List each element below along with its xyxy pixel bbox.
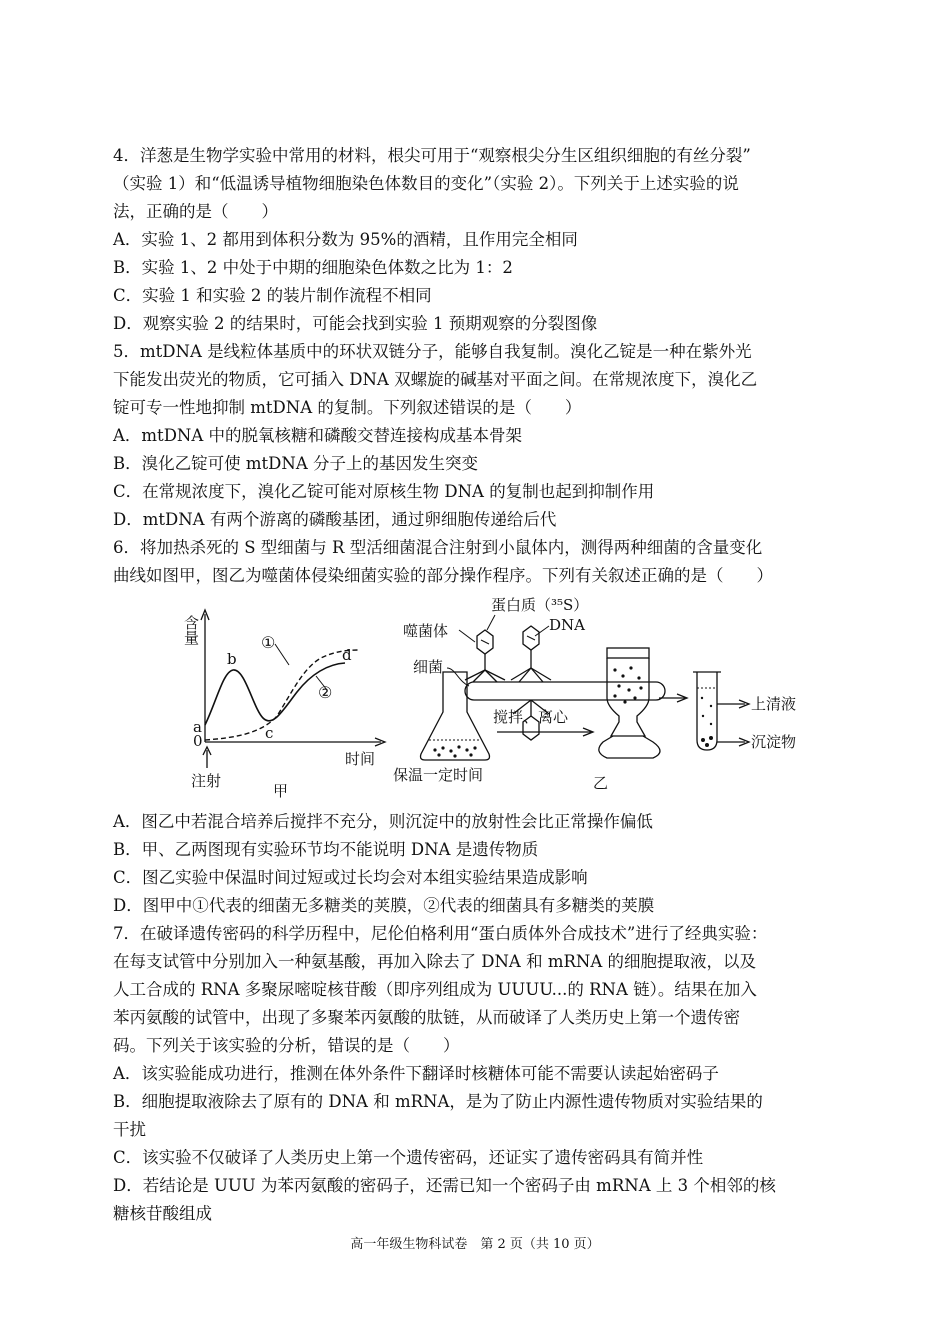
blender-lid	[607, 648, 649, 658]
flask-shape	[421, 672, 490, 760]
figure-yi	[421, 615, 750, 760]
particle	[453, 754, 456, 757]
test-tube	[697, 672, 717, 750]
question-stem-line: 下能发出荧光的物质，它可插入 DNA 双螺旋的碱基对平面之间。在常规浓度下，溴化乙	[113, 370, 758, 389]
particle	[617, 684, 620, 687]
particle	[441, 746, 444, 749]
phage-2-leg	[531, 668, 543, 682]
particle	[469, 753, 472, 756]
option-d: D．mtDNA 有两个游离的磷酸基团，通过卵细胞传递给后代	[113, 510, 557, 529]
blender-base	[599, 736, 660, 758]
phage-leader	[459, 630, 475, 642]
point-b-label: b	[227, 650, 237, 668]
particle	[437, 753, 440, 756]
phage-1-leg	[465, 670, 485, 680]
curve-1-leader	[275, 644, 289, 665]
option-b-continued: 干扰	[113, 1120, 146, 1139]
question-stem-line: 锭可专一性地抑制 mtDNA 的复制。下列叙述错误的是（ ）	[113, 398, 582, 417]
option-b: B．溴化乙锭可使 mtDNA 分子上的基因发生突变	[113, 454, 478, 473]
question-stem-line: 在每支试管中分别加入一种氨基酸，再加入除去了 DNA 和 mRNA 的细胞提取液，以及	[113, 952, 756, 971]
particle	[613, 694, 616, 697]
particle	[710, 723, 712, 725]
particle	[701, 697, 703, 699]
option-b: B．细胞提取液除去了原有的 DNA 和 mRNA，是为了防止内源性遗传物质对实验结果的	[113, 1092, 763, 1111]
option-d: D．图甲中①代表的细菌无多糖类的荚膜，②代表的细菌具有多糖类的荚膜	[113, 896, 655, 915]
figure-jia-labels	[182, 615, 375, 800]
question-stem-line: 6．将加热杀死的 S 型细菌与 R 型活细菌混合注射到小鼠体内，测得两种细菌的含量变化	[113, 538, 763, 557]
phage-1-leg	[485, 670, 505, 680]
phage-1-leg	[485, 670, 497, 682]
question-7	[113, 920, 839, 1228]
point-a-label: a	[193, 718, 202, 736]
option-c: C．在常规浓度下，溴化乙锭可能对原核生物 DNA 的复制也起到抑制作用	[113, 482, 655, 501]
curve-2-label: ②	[318, 683, 333, 702]
figure-yi-caption: 乙	[593, 774, 609, 792]
particle	[637, 676, 640, 679]
question-stem-line: 曲线如图甲，图乙为噬菌体侵染细菌实验的部分操作程序。下列有关叙述正确的是（ ）	[113, 566, 773, 585]
question-stem-line: 法，正确的是（ ）	[113, 202, 278, 221]
particle	[621, 674, 624, 677]
figure-jia	[201, 610, 385, 768]
blender-body	[607, 658, 649, 736]
option-c: C．实验 1 和实验 2 的装片制作流程不相同	[113, 286, 432, 305]
particle	[629, 666, 632, 669]
question-stem-line: 苯丙氨酸的试管中，出现了多聚苯丙氨酸的肽链，从而破译了人类历史上第一个遗传密	[113, 1008, 740, 1027]
particle	[465, 748, 468, 751]
particle	[709, 736, 713, 740]
option-c: C．图乙实验中保温时间过短或过长均会对本组实验结果造成影响	[113, 868, 588, 887]
option-d: D．观察实验 2 的结果时，可能会找到实验 1 预期观察的分裂图像	[113, 314, 598, 333]
bacterium-label: 细菌	[413, 658, 444, 676]
page-footer: 高一年级生物科试卷 第 2 页（共 10 页）	[350, 1237, 600, 1252]
dna-label: DNA	[549, 616, 585, 634]
question-stem-line: 5．mtDNA 是线粒体基质中的环状双链分子，能够自我复制。溴化乙锭是一种在紫外光	[113, 342, 752, 361]
phage-label: 噬菌体	[403, 622, 449, 640]
protein-label: 蛋白质（³⁵S）	[491, 596, 589, 614]
particle	[449, 749, 452, 752]
particle	[710, 705, 712, 707]
option-a: A．图乙中若混合培养后搅拌不充分，则沉淀中的放射性会比正常操作偏低	[113, 812, 653, 831]
option-b: B．实验 1、2 中处于中期的细胞染色体数之比为 1：2	[113, 258, 513, 277]
question-4	[113, 142, 839, 338]
curve-1-label: ①	[261, 633, 276, 652]
particle	[639, 686, 642, 689]
precipitate-label: 沉淀物	[751, 733, 797, 751]
supernatant-label: 上清液	[751, 695, 797, 713]
question-stem-line: 4．洋葱是生物学实验中常用的材料，根尖可用于“观察根尖分生区组织细胞的有丝分裂”	[113, 146, 751, 165]
particle	[457, 745, 460, 748]
phage-2-leg	[519, 668, 531, 682]
option-a: A．mtDNA 中的脱氧核糖和磷酸交替连接构成基本骨架	[113, 426, 523, 445]
bacterium-leader	[447, 668, 469, 686]
particle	[623, 700, 626, 703]
stir-label: 搅拌、离心	[493, 708, 569, 726]
figure-6-svg	[113, 590, 839, 808]
figure-6	[113, 590, 839, 808]
x-axis-label: 时间	[345, 750, 376, 768]
figure-jia-caption: 甲	[273, 782, 289, 800]
particle	[702, 715, 704, 717]
phage-1-leg	[473, 670, 485, 682]
question-6	[113, 534, 839, 920]
particle	[473, 746, 476, 749]
incubate-label: 保温一定时间	[393, 766, 484, 784]
inject-label: 注射	[191, 772, 222, 790]
option-d-continued: 糖核苷酸组成	[113, 1204, 212, 1223]
option-d: D．若结论是 UUU 为苯丙氨酸的密码子，还需已知一个密码子由 mRNA 上 3 个相邻的核	[113, 1176, 776, 1195]
question-5	[113, 338, 839, 534]
question-stem-line: （实验 1）和“低温诱导植物细胞染色体数目的变化”（实验 2）。下列关于上述实验的说	[113, 174, 739, 193]
phage-2-leg	[531, 668, 551, 680]
phage-1-dna	[481, 640, 489, 644]
option-a: A．该实验能成功进行，推测在体外条件下翻译时核糖体可能不需要认读起始密码子	[113, 1064, 719, 1083]
phage-2-leg	[511, 668, 531, 680]
question-stem-line: 7．在破译遗传密码的科学历程中，尼伦伯格利用“蛋白质体外合成技术”进行了经典实验：	[113, 924, 768, 943]
particle	[633, 696, 636, 699]
y-axis-label: 含量	[182, 615, 200, 645]
option-a: A．实验 1、2 都用到体积分数为 95%的酒精，且作用完全相同	[113, 230, 578, 249]
phage-2-dna	[527, 636, 535, 640]
figure-yi-labels	[393, 596, 796, 792]
point-d-label: d	[342, 646, 352, 664]
option-b: B．甲、乙两图现有实验环节均不能说明 DNA 是遗传物质	[113, 840, 539, 859]
origin-label: 0	[193, 732, 203, 750]
particle	[613, 668, 616, 671]
question-stem-line: 码。下列关于该实验的分析，错误的是（ ）	[113, 1036, 460, 1055]
protein-leader	[487, 615, 495, 630]
question-content	[113, 142, 839, 1228]
point-c-label: c	[265, 724, 274, 742]
question-stem-line: 人工合成的 RNA 多聚尿嘧啶核苷酸（即序列组成为 UUUU...的 RNA 链）。结果在加入	[113, 980, 757, 999]
particle	[627, 688, 630, 691]
particle	[433, 748, 436, 751]
particle	[705, 743, 709, 747]
option-c: C．该实验不仅破译了人类历史上第一个遗传密码，还证实了遗传密码具有简并性	[113, 1148, 704, 1167]
particle	[701, 738, 705, 742]
